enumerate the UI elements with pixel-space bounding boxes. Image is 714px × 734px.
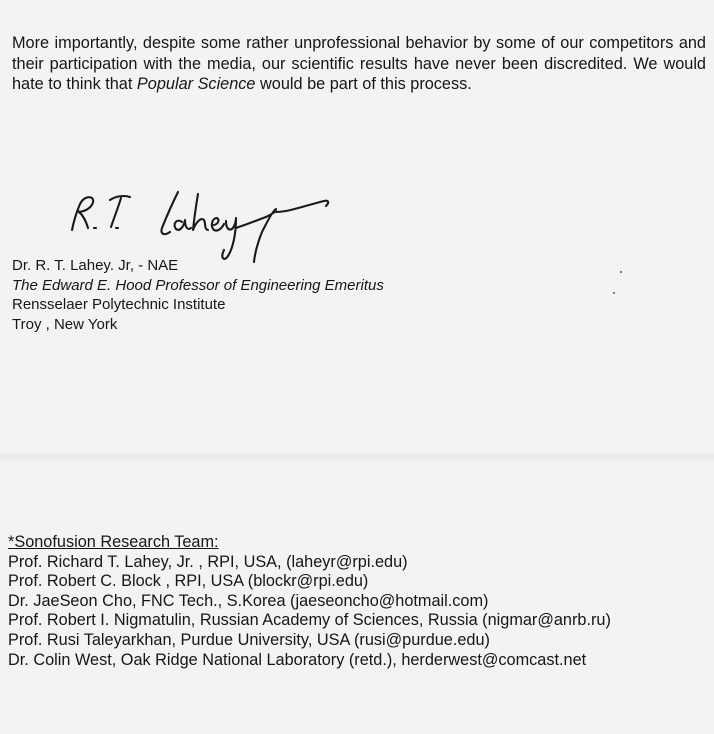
paragraph-text-end: would be part of this process. (255, 75, 472, 93)
team-member: Prof. Richard T. Lahey, Jr. , RPI, USA, (laheyr@rpi.edu) (8, 552, 408, 571)
body-paragraph (12, 33, 706, 95)
signer-location: Troy , New York (12, 315, 118, 333)
team-member: Prof. Rusi Taleyarkhan, Purdue University, USA (rusi@purdue.edu) (8, 630, 490, 649)
team-member: Prof. Robert C. Block , RPI, USA (blockr@rpi.edu) (8, 572, 369, 591)
paragraph-text-start: More importantly, despite some rather unprofessional behavior by some of our competitors and their participation with the media, our scientific results have never been discredited. We would hate to think that (12, 34, 706, 93)
scan-speck (613, 292, 615, 294)
research-team-list (8, 533, 704, 670)
team-member: Dr. Colin West, Oak Ridge National Laboratory (retd.), herderwest@comcast.net (8, 650, 587, 669)
scan-speck (620, 271, 622, 273)
team-member: Prof. Robert I. Nigmatulin, Russian Academy of Sciences, Russia (nigmar@anrb.ru) (8, 611, 611, 630)
team-heading: *Sonofusion Research Team: (8, 533, 219, 551)
publication-name: Popular Science (136, 75, 256, 93)
team-member: Dr. JaeSeon Cho, FNC Tech., S.Korea (jaeseoncho@hotmail.com) (8, 591, 489, 610)
signer-block (12, 256, 384, 334)
signer-title: The Edward E. Hood Professor of Engineering Emeritus (12, 276, 384, 294)
signer-institution: Rensselaer Polytechnic Institute (12, 296, 226, 313)
signer-name: Dr. R. T. Lahey. Jr, - NAE (12, 257, 179, 274)
